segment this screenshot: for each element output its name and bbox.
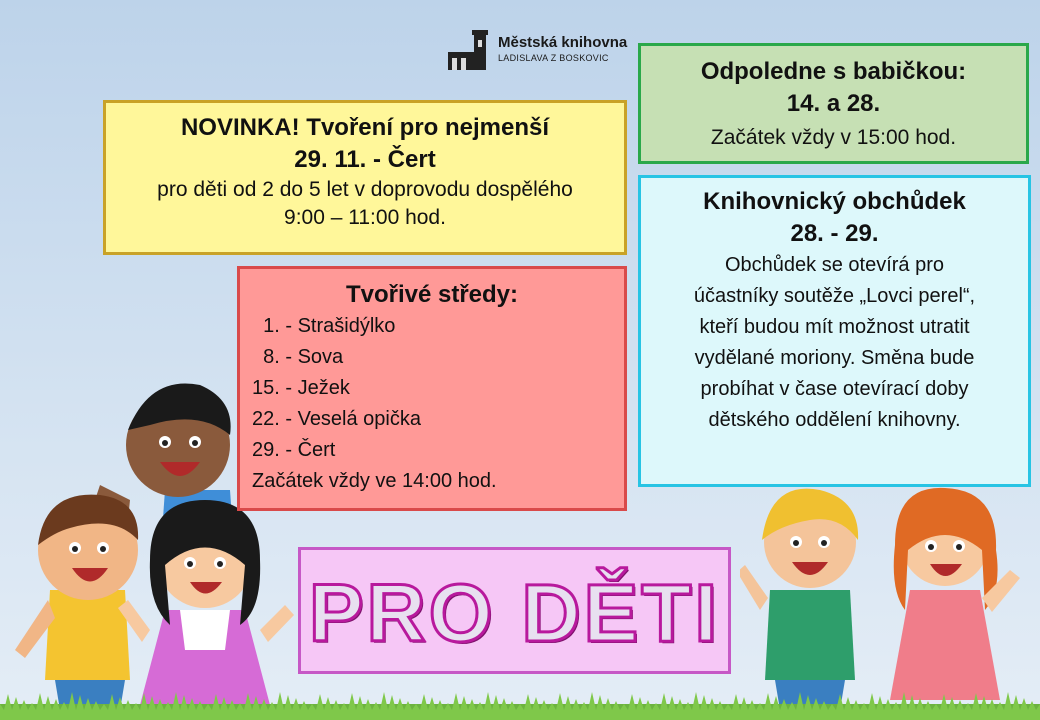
babicka-title: Odpoledne s babičkou: xyxy=(700,58,967,85)
novinka-box xyxy=(103,100,627,255)
obchudek-line: probíhat v čase otevírací doby xyxy=(700,378,969,400)
stredy-item: 22. - Veselá opička xyxy=(252,408,421,430)
obchudek-line: kteří budou mít možnost utratit xyxy=(699,316,970,338)
obchudek-box xyxy=(638,175,1031,487)
stredy-item: 1. - Strašidýlko xyxy=(252,315,396,337)
children-illustration-right xyxy=(740,470,1040,720)
stredy-item: 15. - Ježek xyxy=(252,377,350,399)
babicka-time: Začátek vždy v 15:00 hod. xyxy=(710,126,957,149)
obchudek-line: účastníky soutěže „Lovci perel“, xyxy=(693,285,976,307)
obchudek-line: vydělané moriony. Směna bude xyxy=(694,347,975,369)
stredy-box xyxy=(237,266,627,511)
stredy-item: 29. - Čert xyxy=(252,439,336,461)
pro-deti-banner xyxy=(298,547,731,674)
library-logo xyxy=(448,28,628,72)
stredy-item: 8. - Sova xyxy=(252,346,344,368)
logo-title: Městská knihovna xyxy=(498,34,628,51)
babicka-dates: 14. a 28. xyxy=(786,90,881,117)
grass-strip xyxy=(0,690,1040,720)
obchudek-dates: 28. - 29. xyxy=(790,220,879,247)
stredy-time: Začátek vždy ve 14:00 hod. xyxy=(252,470,497,492)
obchudek-line: Obchůdek se otevírá pro xyxy=(724,254,944,276)
obchudek-line: dětského oddělení knihovny. xyxy=(708,409,961,431)
novinka-line2: 9:00 – 11:00 hod. xyxy=(284,206,446,229)
novinka-date: 29. 11. - Čert xyxy=(294,146,436,173)
castle-icon xyxy=(448,28,494,70)
novinka-title: NOVINKA! Tvoření pro nejmenší xyxy=(180,114,550,141)
logo-subtitle: LADISLAVA Z BOSKOVIC xyxy=(498,53,609,63)
obchudek-title: Knihovnický obchůdek xyxy=(703,188,966,215)
novinka-line1: pro děti od 2 do 5 let v doprovodu dospělého xyxy=(157,178,573,201)
stredy-title: Tvořivé středy: xyxy=(345,281,519,308)
pro-deti-text: PRO DĚTI xyxy=(308,568,721,659)
babicka-box xyxy=(638,43,1029,164)
